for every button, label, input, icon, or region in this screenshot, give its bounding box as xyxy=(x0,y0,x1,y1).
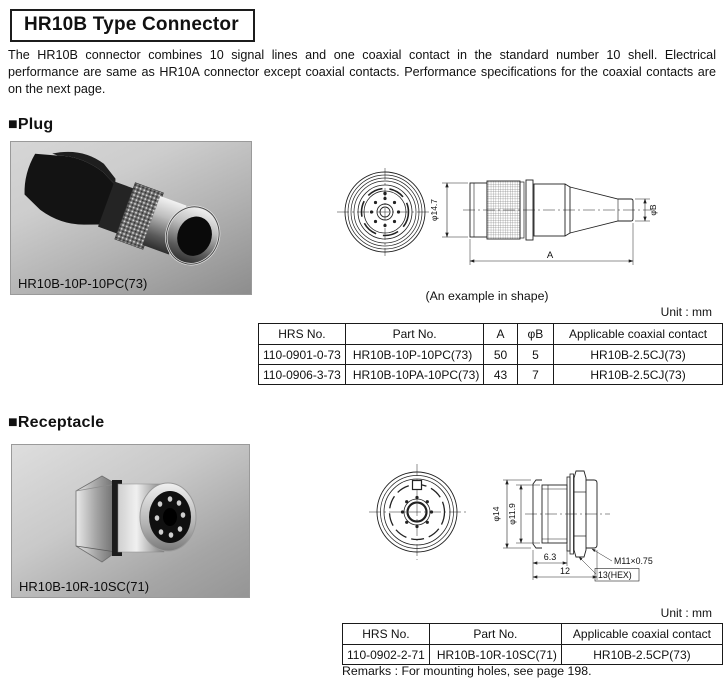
receptacle-dim-hex: 13(HEX) xyxy=(598,570,632,580)
col-header-coax: Applicable coaxial contact xyxy=(554,324,723,345)
col-header-part-no: Part No. xyxy=(429,624,561,645)
plug-spec-table xyxy=(258,323,723,385)
cell-dia-b: 7 xyxy=(517,365,553,385)
plug-dim-dia-tip: φB xyxy=(648,204,658,216)
plug-unit-label: Unit : mm xyxy=(660,305,712,319)
cell-coax: HR10B-2.5CP(73) xyxy=(561,645,722,665)
receptacle-dim-front-length: 6.3 xyxy=(543,552,557,562)
col-header-dia-b: φB xyxy=(517,324,553,345)
receptacle-technical-drawing xyxy=(365,458,715,593)
plug-dim-length: A xyxy=(546,250,554,261)
receptacle-unit-label: Unit : mm xyxy=(660,606,712,620)
col-header-a: A xyxy=(484,324,517,345)
receptacle-photo xyxy=(11,444,250,598)
cell-hrs-no: 110-0906-3-73 xyxy=(259,365,346,385)
receptacle-spec-table xyxy=(342,623,723,665)
cell-a: 50 xyxy=(484,345,517,365)
col-header-part-no: Part No. xyxy=(345,324,484,345)
table-row xyxy=(343,645,723,665)
cell-part-no: HR10B-10PA-10PC(73) xyxy=(345,365,484,385)
plug-photo xyxy=(10,141,252,295)
remarks-note: Remarks : For mounting holes, see page 198. xyxy=(342,664,592,678)
plug-photo-caption: HR10B-10P-10PC(73) xyxy=(18,276,148,291)
cell-coax: HR10B-2.5CJ(73) xyxy=(554,345,723,365)
plug-technical-drawing xyxy=(330,165,680,270)
receptacle-dim-dia-inner: φ11.9 xyxy=(507,503,517,525)
col-header-hrs-no: HRS No. xyxy=(259,324,346,345)
cell-hrs-no: 110-0901-0-73 xyxy=(259,345,346,365)
table-row xyxy=(259,345,723,365)
cell-coax: HR10B-2.5CJ(73) xyxy=(554,365,723,385)
receptacle-photo-caption: HR10B-10R-10SC(71) xyxy=(19,579,150,594)
col-header-hrs-no: HRS No. xyxy=(343,624,430,645)
cell-hrs-no: 110-0902-2-71 xyxy=(343,645,430,665)
plug-dim-dia-body: φ14.7 xyxy=(429,198,439,222)
intro-paragraph: The HR10B connector combines 10 signal lines and one coaxial contact in the standard number 10 shell. Electrical performance are same as HR10A connector except coaxial contacts. Performance specifications for the coaxial contacts are on the next page. xyxy=(8,48,716,96)
cell-a: 43 xyxy=(484,365,517,385)
plug-drawing-note: (An example in shape) xyxy=(425,289,549,303)
table-row xyxy=(259,365,723,385)
col-header-coax: Applicable coaxial contact xyxy=(561,624,722,645)
receptacle-photo-illustration xyxy=(12,445,249,597)
receptacle-section-heading: ■Receptacle xyxy=(8,414,105,431)
plug-front-view xyxy=(337,168,433,256)
table-header-row xyxy=(259,324,723,345)
receptacle-dim-thread: M11×0.75 xyxy=(614,556,653,566)
page-title: HR10B Type Connector xyxy=(10,9,255,42)
receptacle-dim-dia-outer: φ14 xyxy=(491,506,501,522)
plug-photo-illustration xyxy=(11,142,251,294)
receptacle-front-view xyxy=(369,464,466,560)
cell-part-no: HR10B-10P-10PC(73) xyxy=(345,345,484,365)
cell-dia-b: 5 xyxy=(517,345,553,365)
plug-section-heading: ■Plug xyxy=(8,116,54,133)
receptacle-dim-total-length: 12 xyxy=(559,566,571,576)
table-header-row xyxy=(343,624,723,645)
cell-part-no: HR10B-10R-10SC(71) xyxy=(429,645,561,665)
